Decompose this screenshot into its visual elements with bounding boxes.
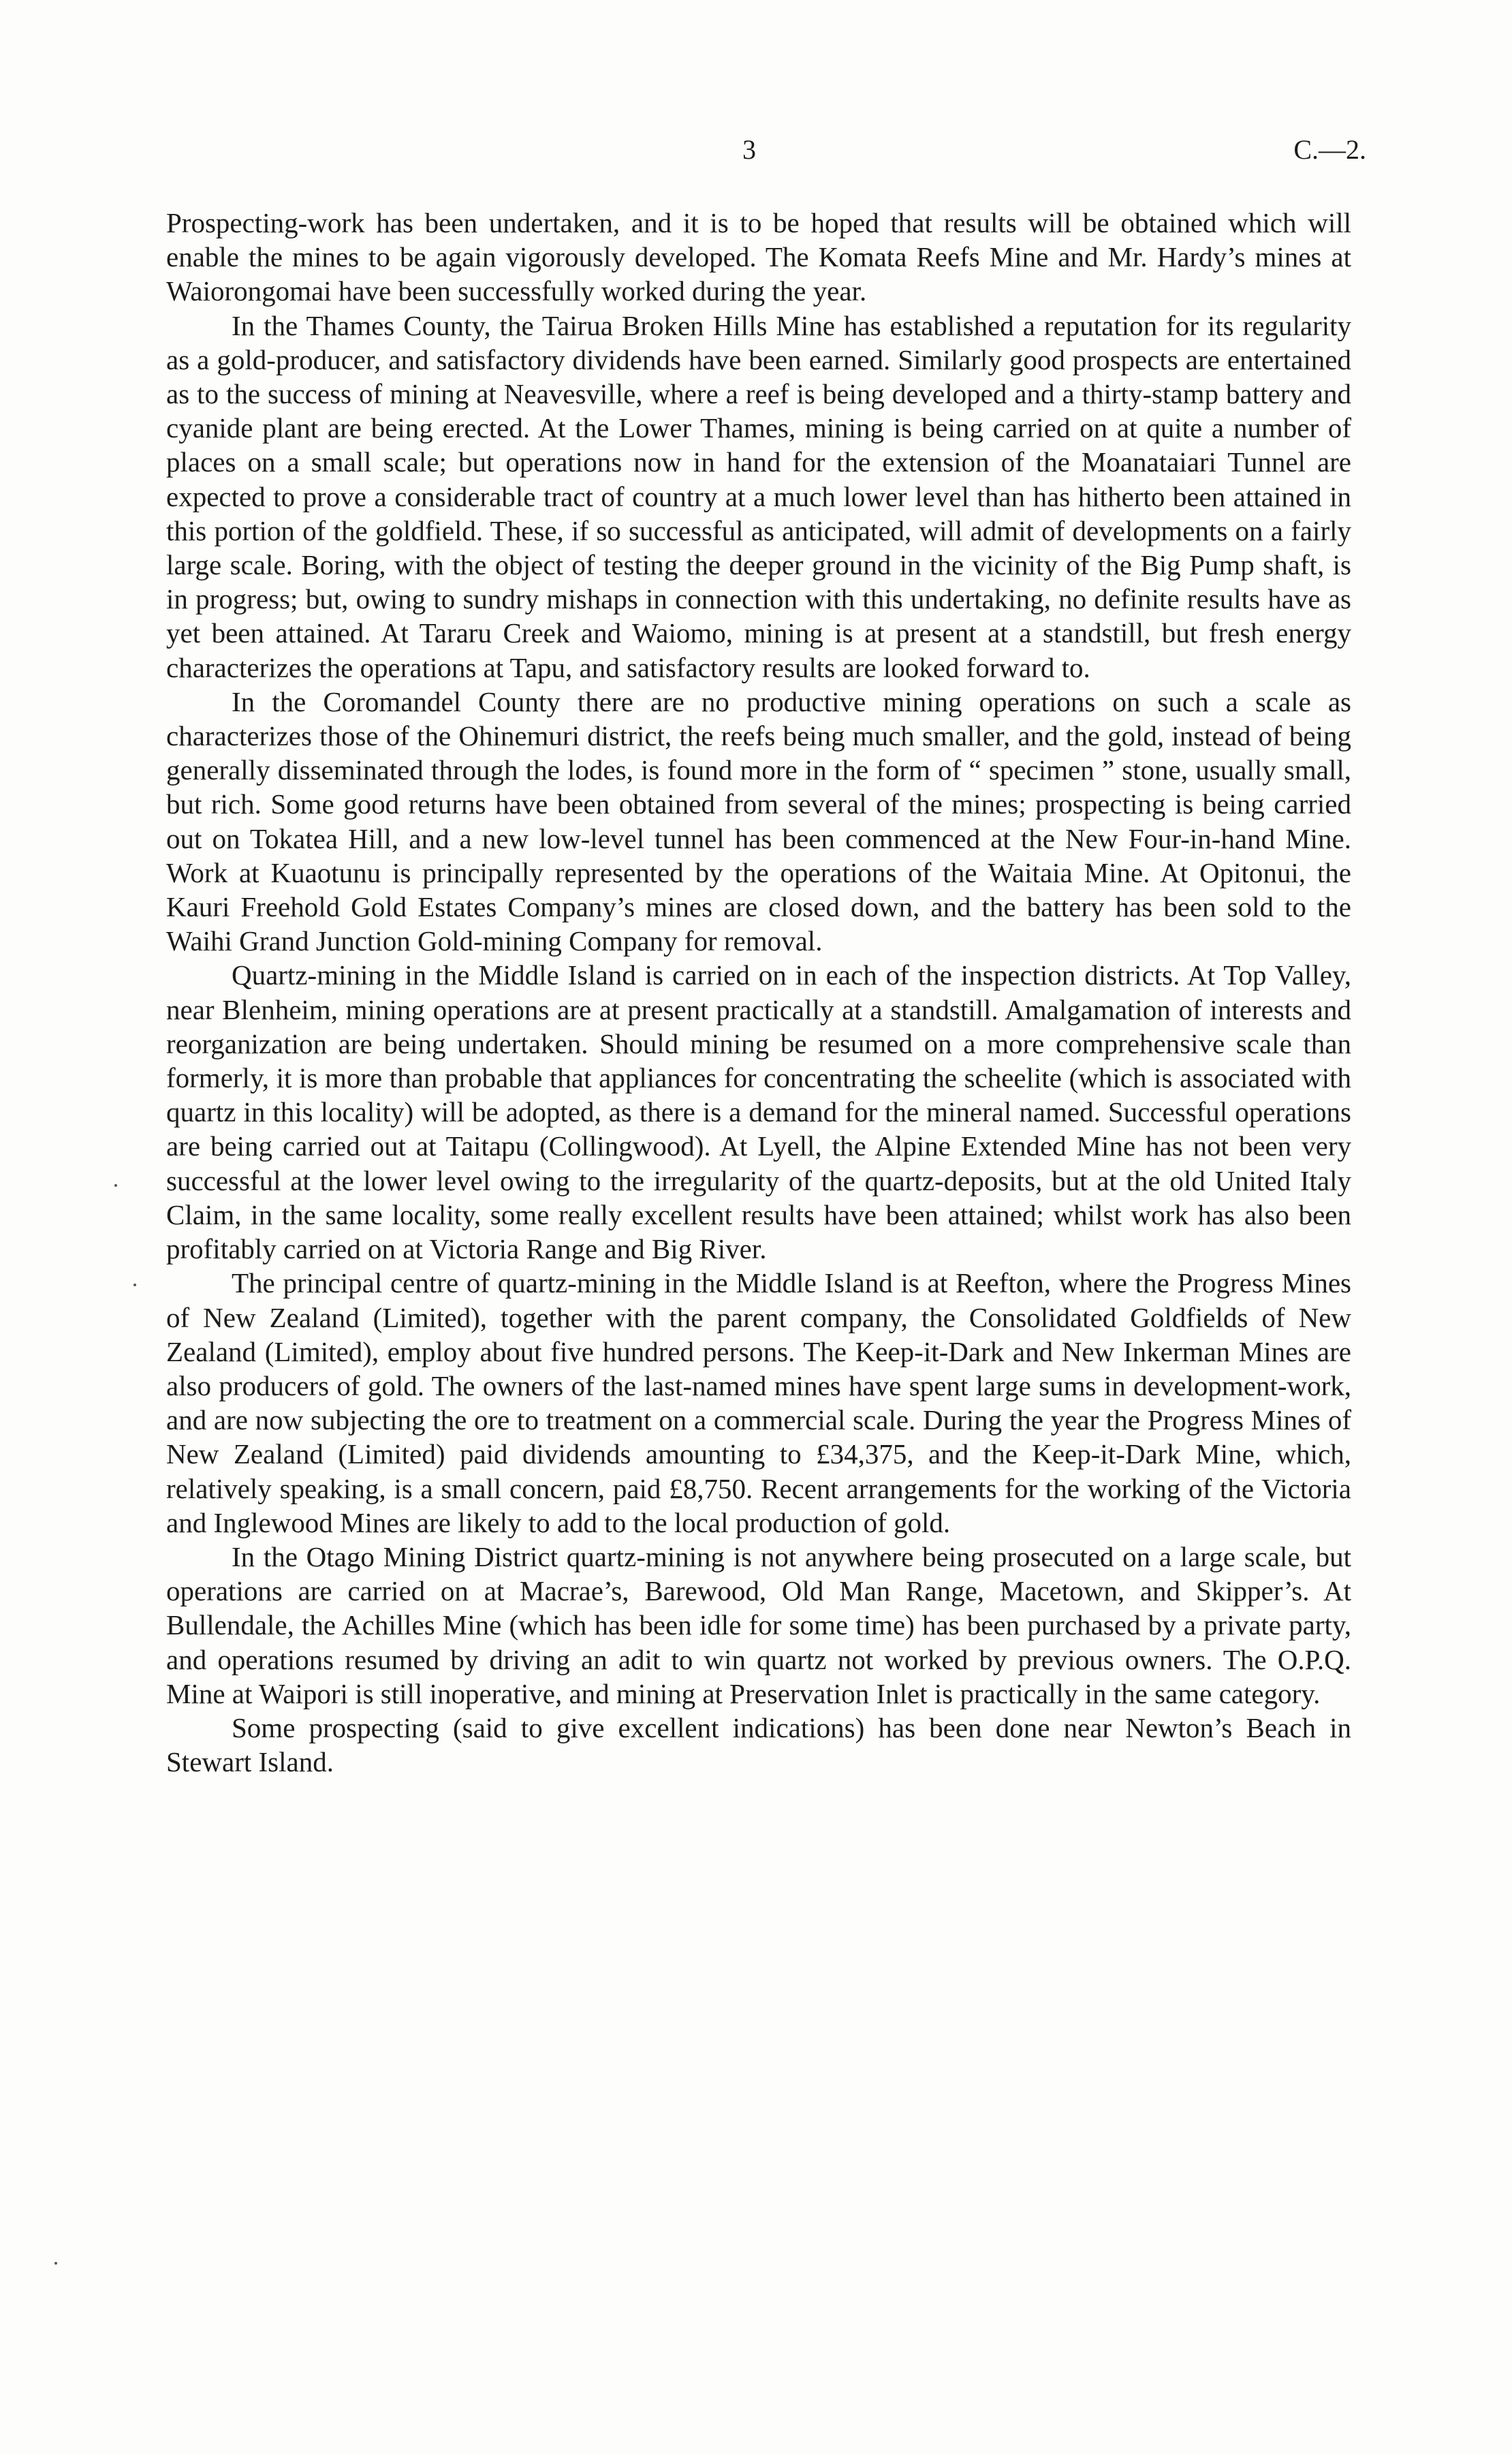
paragraph-stewart-island: Some prospecting (said to give excellent indications) has been done near Newton’s Beach in Stewart Island. — [166, 1711, 1351, 1778]
page-number: 3 — [742, 134, 756, 165]
paragraph-reefton: The principal centre of quartz-mining in the Middle Island is at Reefton, where the Progress Mines of New Zealand (Limited), together with the parent company, the Consolidated Goldfields of New Zealand (Limited), employ about five hundred persons. The Keep-it-Dark and New Inkerman Mines are also producers of gold. The owners of the last-named mines have spent large sums in development-work, and are now subjecting the ore to treatment on a commercial scale. During the year the Progress Mines of New Zealand (Limited) paid dividends amounting to £34,375, and the Keep-it-Dark Mine, which, relatively speaking, is a small concern, paid £8,750. Recent arrangements for the working of the Victoria and Inglewood Mines are likely to add to the local production of gold. — [166, 1267, 1351, 1538]
scan-speck — [54, 2262, 57, 2265]
document-reference: C.—2. — [1293, 134, 1366, 165]
paragraph-otago: In the Otago Mining District quartz-mining is not anywhere being prosecuted on a large scale, but operations are carried on at Macrae’s, Barewood, Old Man Range, Macetown, and Skipper’s. At Bullendale, the Achilles Mine (which has been idle for some time) has been purchased by a private party, and operations resumed by driving an adit to win quartz not worked by previous owners. The O.P.Q. Mine at Waipori is still inoperative, and mining at Preservation Inlet is practically in the same category. — [166, 1540, 1351, 1709]
page-header — [0, 134, 1512, 174]
paragraph-coromandel-county: In the Coromandel County there are no productive mining operations on such a scale as characterizes those of the Ohinemuri district, the reefs being much smaller, and the gold, instead of being generally disseminated through the lodes, is found more in the form of “ specimen ” stone, usually small, but rich. Some good returns have been obtained from several of the mines; prospecting is being carried out on Tokatea Hill, and a new low-level tunnel has been commenced at the New Four-in-hand Mine. Work at Kuaotunu is principally represented by the operations of the Waitaia Mine. At Opitonui, the Kauri Freehold Gold Estates Company’s mines are closed down, and the battery has been sold to the Waihi Grand Junction Gold-mining Company for removal. — [166, 685, 1351, 957]
scan-speck — [114, 1184, 117, 1187]
body-text — [166, 206, 1351, 1779]
paragraph-thames-county: In the Thames County, the Tairua Broken Hills Mine has established a reputation for its regularity as a gold-producer, and satisfactory dividends have been earned. Similarly good prospects are entertained as to the success of mining at Neavesville, where a reef is being developed and a thirty-stamp battery and cyanide plant are being erected. At the Lower Thames, mining is being carried on at quite a number of places on a small scale; but operations now in hand for the extension of the Moanataiari Tunnel are expected to prove a considerable tract of country at a much lower level than has hitherto been attained in this portion of the goldfield. These, if so successful as anticipated, will admit of developments on a fairly large scale. Boring, with the object of testing the deeper ground in the vicinity of the Big Pump shaft, is in progress; but, owing to sundry mishaps in connection with this undertaking, no definite results have as yet been attained. At Tararu Creek and Waiomo, mining is at present at a standstill, but fresh energy characterizes the operations at Tapu, and satisfactory results are looked forward to. — [166, 309, 1351, 683]
paragraph-prospecting: Prospecting-work has been undertaken, and it is to be hoped that results will be obtained which will enable the mines to be again vigorously developed. The Komata Reefs Mine and Mr. Hardy’s mines at Waiorongomai have been successfully worked during the year. — [166, 207, 1351, 307]
scan-speck — [133, 1284, 136, 1286]
paragraph-middle-island: Quartz-mining in the Middle Island is carried on in each of the inspection districts. At Top Valley, near Blenheim, mining operations are at present practically at a standstill. Amalgamation of interests and reorganization are being undertaken. Should mining be resumed on a more comprehensive scale than formerly, it is more than probable that appliances for concentrating the scheelite (which is associated with quartz in this locality) will be adopted, as there is a demand for the mineral named. Successful operations are being carried out at Taitapu (Collingwood). At Lyell, the Alpine Extended Mine has not been very successful at the lower level owing to the irregularity of the quartz-deposits, but at the old United Italy Claim, in the same locality, some really excellent results have been attained; whilst work has also been profitably carried on at Victoria Range and Big River. — [166, 959, 1351, 1265]
